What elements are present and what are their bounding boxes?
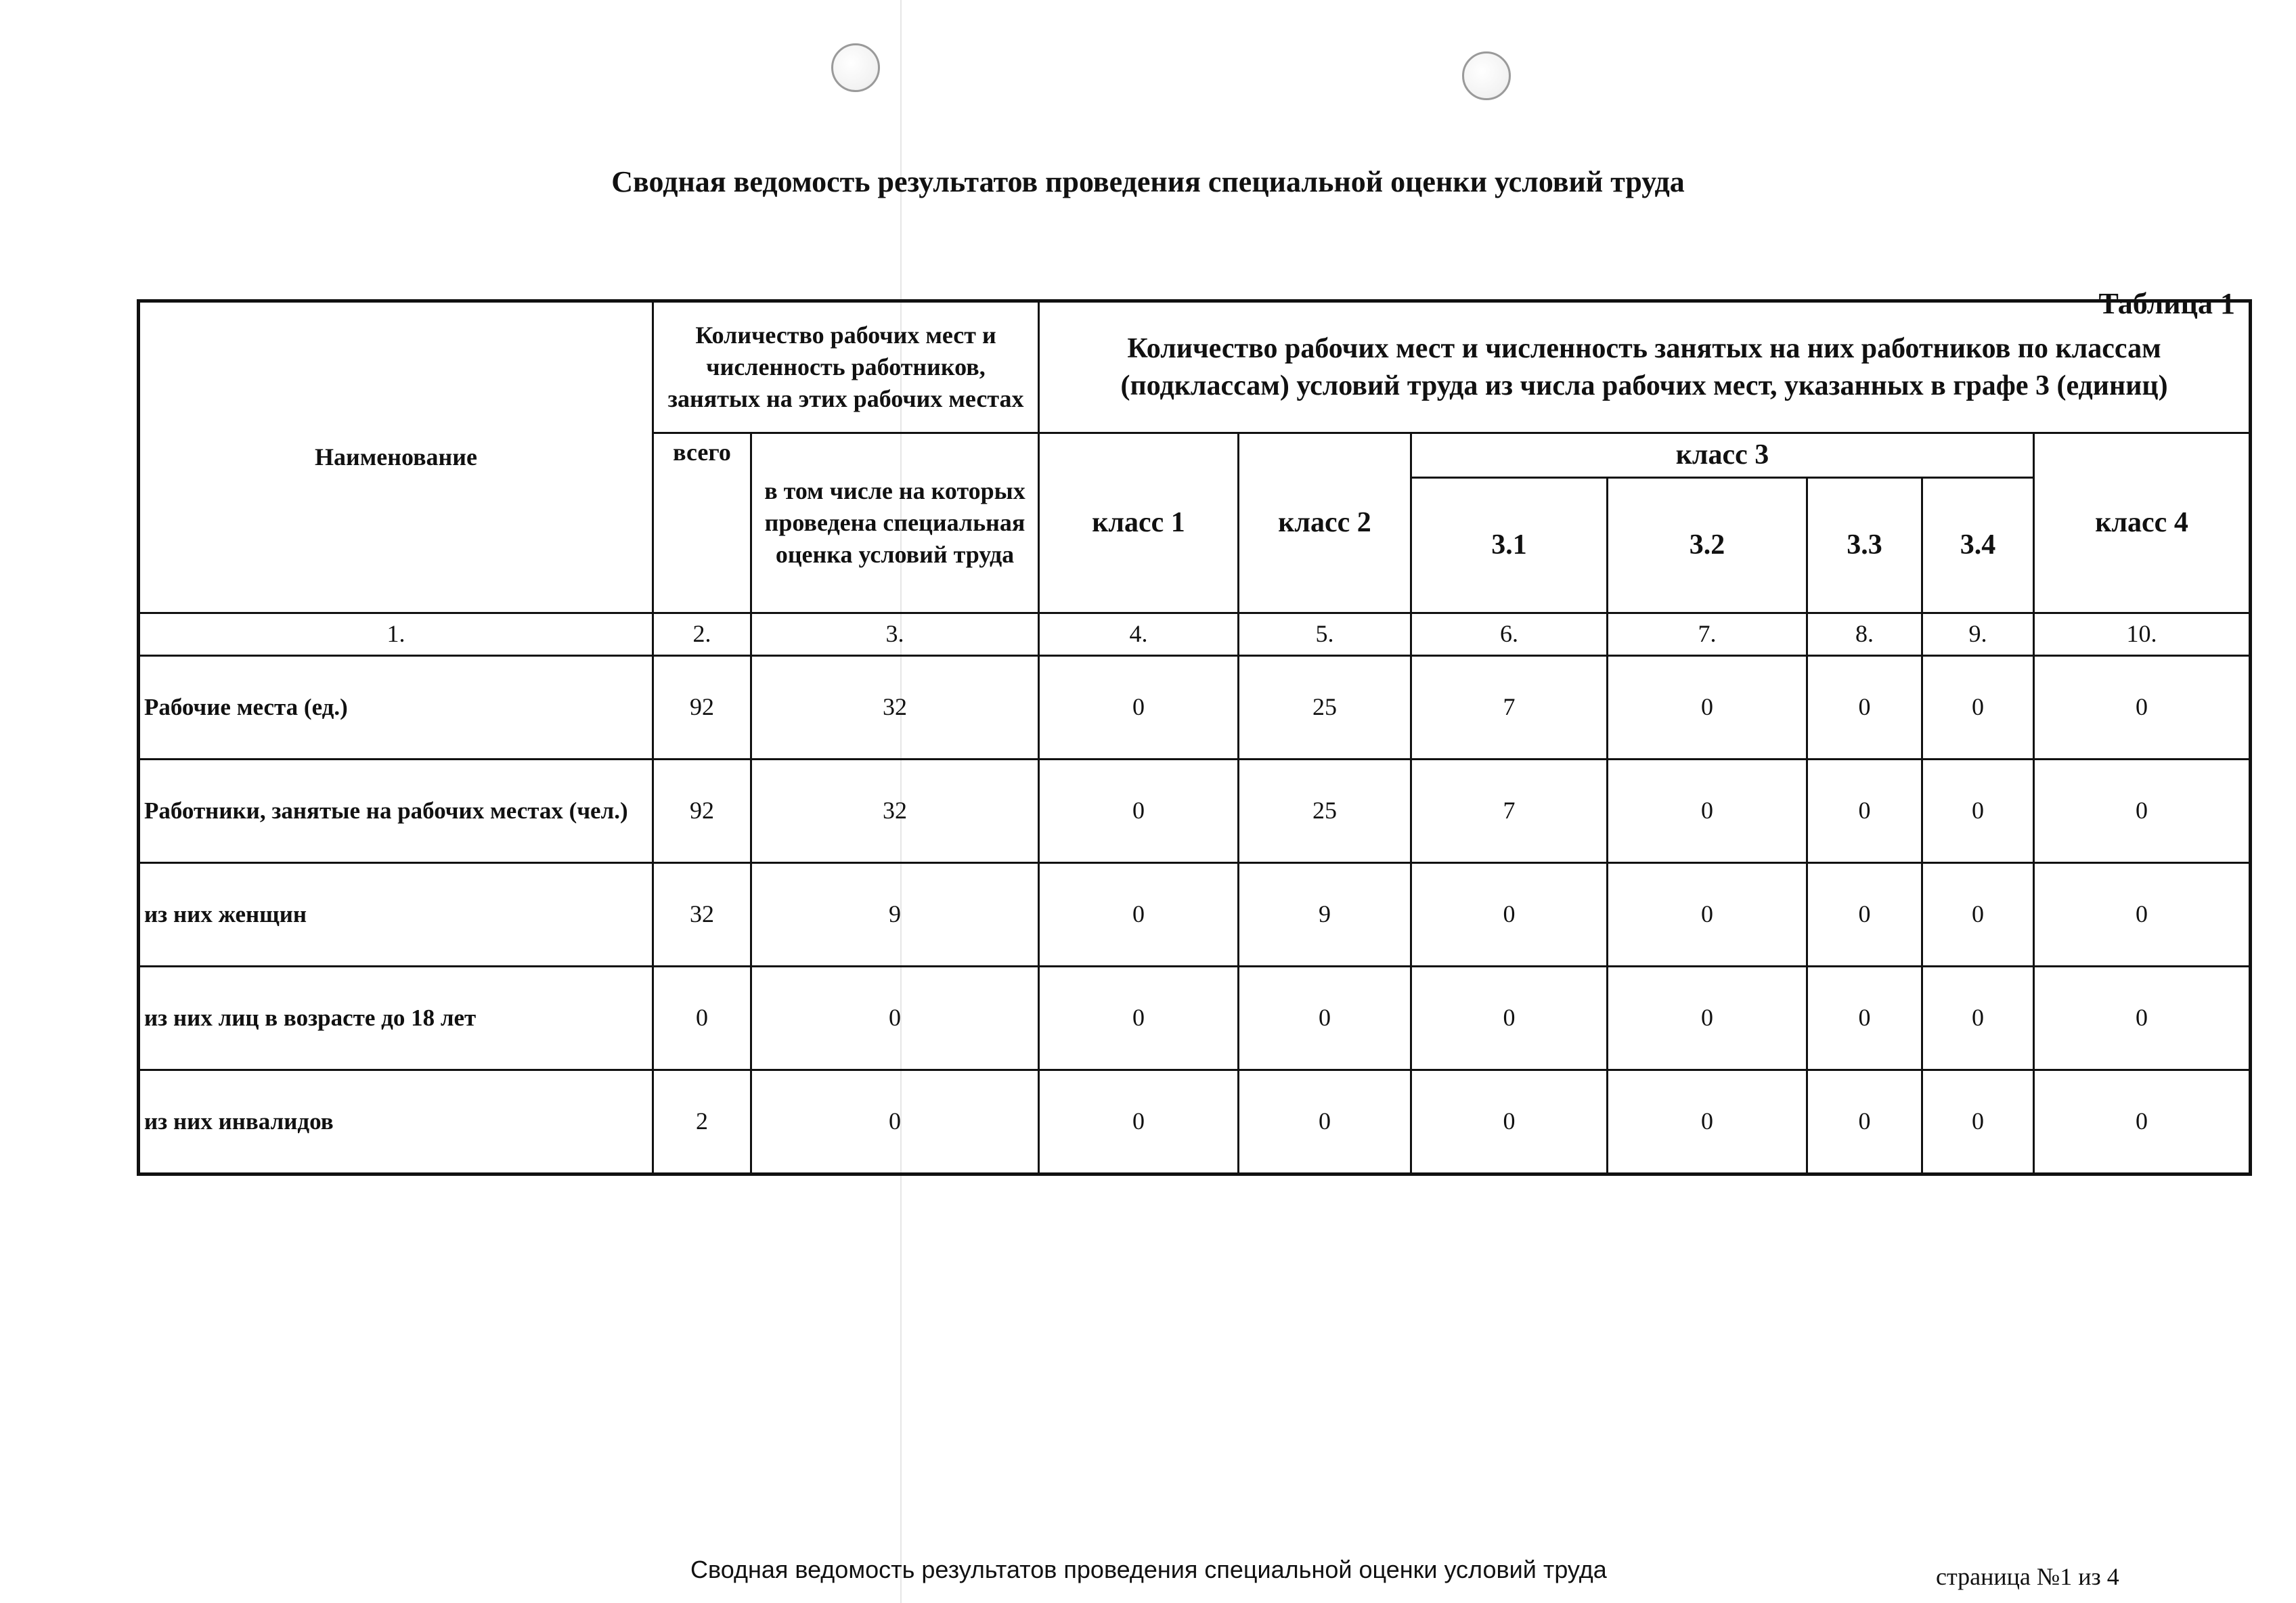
column-numbers-row [139, 613, 2251, 655]
page-number: страница №1 из 4 [1936, 1563, 2119, 1590]
table-cell: 0 [2034, 759, 2251, 862]
table-cell: 2 [653, 1070, 751, 1174]
header-class-3-1: 3.1 [1411, 477, 1608, 613]
table-cell: 92 [653, 759, 751, 862]
table-row [139, 966, 2251, 1070]
table-cell: 0 [2034, 655, 2251, 759]
header-total: всего [653, 433, 751, 613]
table-cell: 0 [1608, 759, 1807, 862]
table-row [139, 862, 2251, 966]
table-cell: 25 [1239, 759, 1411, 862]
column-number: 6. [1411, 613, 1608, 655]
row-label: из них женщин [139, 862, 653, 966]
table-cell: 25 [1239, 655, 1411, 759]
table-cell: 0 [1922, 655, 2034, 759]
table-row [139, 655, 2251, 759]
table-cell: 0 [1922, 1070, 2034, 1174]
table-cell: 0 [1039, 1070, 1239, 1174]
table-cell: 0 [2034, 966, 2251, 1070]
row-label: из них инвалидов [139, 1070, 653, 1174]
table-cell: 0 [1039, 862, 1239, 966]
table-row [139, 759, 2251, 862]
table-cell: 0 [1922, 759, 2034, 862]
column-number: 5. [1239, 613, 1411, 655]
header-class-3-2: 3.2 [1608, 477, 1807, 613]
table-cell: 0 [1411, 862, 1608, 966]
column-number: 1. [139, 613, 653, 655]
table-cell: 7 [1411, 759, 1608, 862]
table-cell: 0 [1807, 862, 1922, 966]
header-workplaces-group: Количество рабочих мест и численность работников, занятых на этих рабочих местах [653, 301, 1039, 433]
table-label: Таблица 1 [2098, 287, 2235, 320]
table-cell: 0 [1807, 759, 1922, 862]
column-number: 9. [1922, 613, 2034, 655]
header-class-1: класс 1 [1039, 433, 1239, 613]
table-cell: 7 [1411, 655, 1608, 759]
results-table [137, 299, 2252, 1176]
table-cell: 9 [751, 862, 1039, 966]
table-cell: 0 [751, 966, 1039, 1070]
table-cell: 0 [1608, 1070, 1807, 1174]
document-title: Сводная ведомость результатов проведения специальной оценки условий труда [611, 165, 1685, 198]
row-label: из них лиц в возрасте до 18 лет [139, 966, 653, 1070]
table-cell: 32 [653, 862, 751, 966]
table-cell: 32 [751, 759, 1039, 862]
table-cell: 0 [1922, 966, 2034, 1070]
column-number: 8. [1807, 613, 1922, 655]
header-class-4: класс 4 [2034, 433, 2251, 613]
header-class-3-3: 3.3 [1807, 477, 1922, 613]
column-number: 10. [2034, 613, 2251, 655]
table-cell: 0 [1411, 1070, 1608, 1174]
table-cell: 0 [653, 966, 751, 1070]
table-cell: 9 [1239, 862, 1411, 966]
table-cell: 0 [1807, 966, 1922, 1070]
column-number: 7. [1608, 613, 1807, 655]
column-number: 3. [751, 613, 1039, 655]
row-label: Рабочие места (ед.) [139, 655, 653, 759]
punch-hole-left [831, 43, 880, 92]
row-label: Работники, занятые на рабочих местах (чел.) [139, 759, 653, 862]
table-cell: 92 [653, 655, 751, 759]
table-cell: 0 [1807, 1070, 1922, 1174]
header-name: Наименование [139, 301, 653, 613]
column-number: 4. [1039, 613, 1239, 655]
table-cell: 0 [1039, 759, 1239, 862]
table-row [139, 1070, 2251, 1174]
table-cell: 0 [2034, 1070, 2251, 1174]
table-cell: 0 [751, 1070, 1039, 1174]
punch-hole-right [1462, 51, 1511, 100]
header-assessed: в том числе на которых проведена специальная оценка условий труда [751, 433, 1039, 613]
table-cell: 0 [1239, 1070, 1411, 1174]
column-number: 2. [653, 613, 751, 655]
table-cell: 0 [1239, 966, 1411, 1070]
table-cell: 0 [1411, 966, 1608, 1070]
header-classes-group: Количество рабочих мест и численность занятых на них работников по классам (подклассам) условий труда из числа рабочих мест, указанных в графе 3 (единиц) [1039, 301, 2251, 433]
table-cell: 0 [1608, 966, 1807, 1070]
table-cell: 0 [1608, 862, 1807, 966]
table-cell: 0 [1807, 655, 1922, 759]
footer-title: Сводная ведомость результатов проведения специальной оценки условий труда [690, 1556, 1607, 1583]
header-class-3-4: 3.4 [1922, 477, 2034, 613]
header-class-3: класс 3 [1411, 433, 2034, 478]
header-class-2: класс 2 [1239, 433, 1411, 613]
table-cell: 0 [1608, 655, 1807, 759]
table-cell: 0 [1039, 966, 1239, 1070]
table-cell: 32 [751, 655, 1039, 759]
table-cell: 0 [2034, 862, 2251, 966]
table-cell: 0 [1922, 862, 2034, 966]
table-cell: 0 [1039, 655, 1239, 759]
